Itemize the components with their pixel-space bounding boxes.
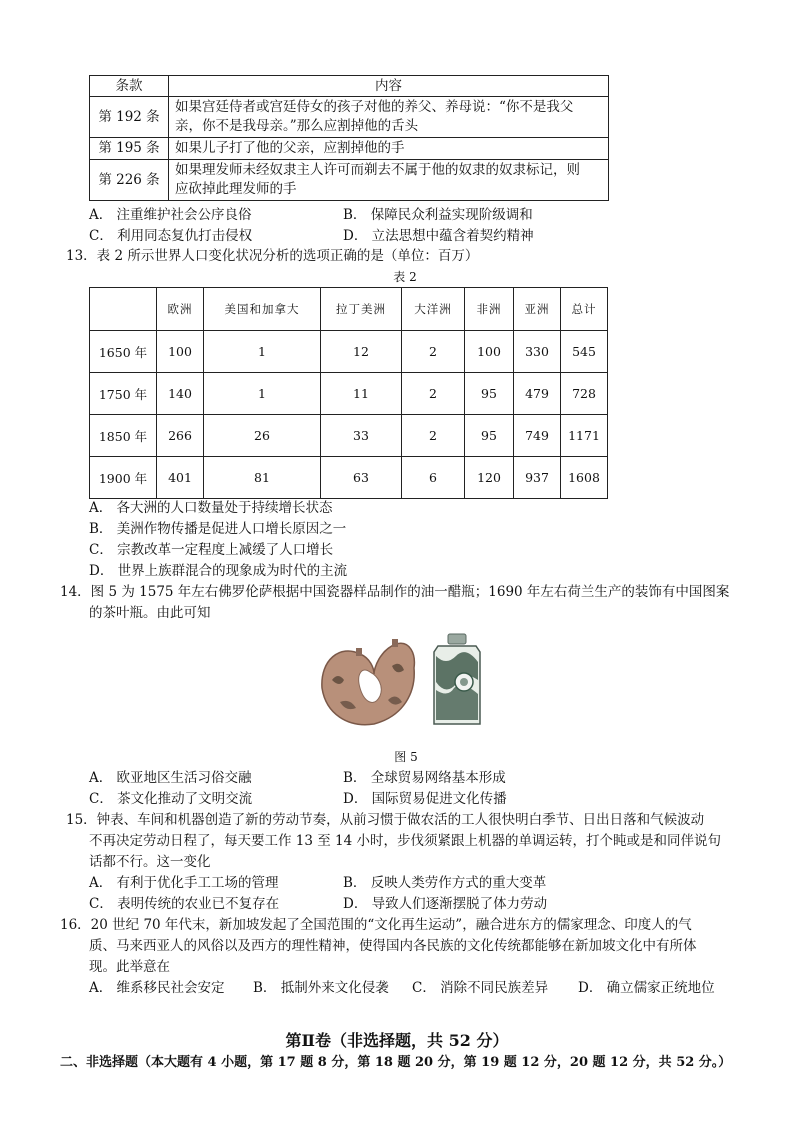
table-cell: 545 [561, 331, 608, 373]
q15-stem-line1: 15．钟表、车间和机器创造了新的劳动节奏，从前习惯于做农活的工人很快明白季节、日出日落和气候波动 [66, 812, 705, 828]
header-asia: 亚洲 [514, 288, 561, 331]
table-row [90, 160, 609, 201]
q15-option-a: A． 有利于优化手工工场的管理 [89, 875, 279, 891]
table-cell: 6 [402, 457, 465, 499]
header-content: 内容 [169, 76, 609, 97]
table-cell: 749 [514, 415, 561, 457]
table-cell: 11 [321, 373, 402, 415]
table-cell: 2 [402, 415, 465, 457]
header-oceania: 大洋洲 [402, 288, 465, 331]
table-caption: 表 2 [393, 270, 417, 284]
q14-option-d: D． 国际贸易促进文化传播 [343, 791, 507, 807]
q15-stem-line3: 话都不行。这一变化 [89, 854, 211, 870]
table-row [90, 373, 608, 415]
table-cell: 95 [465, 415, 514, 457]
q14-option-a: A． 欧亚地区生活习俗交融 [89, 770, 252, 786]
oil-vinegar-bottle-image [322, 639, 415, 725]
header-europe: 欧洲 [157, 288, 204, 331]
q16-stem-line2: 质、马来西亚人的风俗以及西方的理性精神，使得国内各民族的文化传统都能够在新加坡文化中有所体 [89, 938, 697, 954]
clause-cell: 第 195 条 [90, 138, 169, 160]
header-africa: 非洲 [465, 288, 514, 331]
table-cell: 63 [321, 457, 402, 499]
content-line: 亲，你不是我母亲。”那么应割掉他的舌头 [175, 118, 419, 134]
q13-option-c: C． 宗教改革一定程度上减缓了人口增长 [89, 542, 334, 558]
q12-option-a: A． 注重维护社会公序良俗 [89, 207, 252, 223]
header-clause: 条款 [90, 76, 169, 97]
q15-stem-line2: 不再决定劳动日程了，每天要工作 13 至 14 小时，步伐须紧跟上机器的单调运转，打个盹或是和同伴说句 [89, 833, 722, 849]
figure-5 [312, 630, 508, 730]
q16-stem-line1: 16．20 世纪 70 年代末，新加坡发起了全国范围的“文化再生运动”，融合进东方的儒家理念、印度人的气 [60, 917, 692, 933]
table-cell: 401 [157, 457, 204, 499]
table-header-row [90, 76, 609, 97]
table-cell: 728 [561, 373, 608, 415]
q15-option-c: C． 表明传统的农业已不复存在 [89, 896, 280, 912]
table-row [90, 415, 608, 457]
table-cell: 2 [402, 373, 465, 415]
table-row [90, 331, 608, 373]
table-row [90, 97, 609, 138]
q13-option-a: A． 各大洲的人口数量处于持续增长状态 [89, 500, 333, 516]
table-cell: 1608 [561, 457, 608, 499]
content-line: 如果儿子打了他的父亲，应割掉他的手 [175, 140, 405, 156]
clause-cell: 第 192 条 [90, 97, 169, 138]
header-latin-america: 拉丁美洲 [321, 288, 402, 331]
q16-option-d: D． 确立儒家正统地位 [578, 980, 715, 996]
year-cell: 1650 年 [90, 331, 157, 373]
table-header-row [90, 288, 608, 331]
table-cell: 330 [514, 331, 561, 373]
q12-option-c: C． 利用同态复仇打击侵权 [89, 228, 253, 244]
table-cell: 140 [157, 373, 204, 415]
header-us-canada: 美国和加拿大 [204, 288, 321, 331]
section-2-subtitle: 二、非选择题（本大题有 4 小题，第 17 题 8 分，第 18 题 20 分，第 19 题 12 分，20 题 12 分，共 52 分。） [60, 1055, 732, 1070]
table-row [90, 457, 608, 499]
q14-stem-line1: 14．图 5 为 1575 年左右佛罗伦萨根据中国瓷器样品制作的油一醋瓶；1690 年左右荷兰生产的装饰有中国图案 [60, 584, 730, 600]
table-cell: 95 [465, 373, 514, 415]
table-cell: 1 [204, 331, 321, 373]
year-cell: 1750 年 [90, 373, 157, 415]
table-cell: 26 [204, 415, 321, 457]
table-cell: 33 [321, 415, 402, 457]
table-cell: 266 [157, 415, 204, 457]
population-table [89, 287, 608, 499]
q14-stem-line2: 的茶叶瓶。由此可知 [89, 605, 211, 621]
q16-option-a: A． 维系移民社会安定 [89, 980, 225, 996]
table-cell: 12 [321, 331, 402, 373]
clause-cell: 第 226 条 [90, 160, 169, 201]
year-cell: 1850 年 [90, 415, 157, 457]
table-cell: 100 [465, 331, 514, 373]
table-cell: 937 [514, 457, 561, 499]
content-line: 如果理发师未经奴隶主人许可而剃去不属于他的奴隶的奴隶标记，则 [175, 162, 580, 178]
content-line: 如果宫廷侍者或宫廷侍女的孩子对他的养父、养母说：“你不是我父 [175, 99, 574, 115]
q13-option-d: D． 世界上族群混合的现象成为时代的主流 [89, 563, 348, 579]
table-cell: 1171 [561, 415, 608, 457]
table-cell: 479 [514, 373, 561, 415]
q16-stem-line3: 现。此举意在 [89, 959, 170, 975]
table-cell: 81 [204, 457, 321, 499]
table-cell: 1 [204, 373, 321, 415]
table-cell: 100 [157, 331, 204, 373]
law-clause-table [89, 75, 609, 201]
header-empty [90, 288, 157, 331]
table-cell: 2 [402, 331, 465, 373]
q13-option-b: B． 美洲作物传播是促进人口增长原因之一 [89, 521, 347, 537]
section-2-title: 第Ⅱ卷（非选择题，共 52 分） [285, 1031, 509, 1050]
header-total: 总计 [561, 288, 608, 331]
table-row [90, 138, 609, 160]
content-cell [169, 160, 609, 201]
q12-option-d: D． 立法思想中蕴含着契约精神 [343, 228, 534, 244]
q15-option-d: D． 导致人们逐渐摆脱了体力劳动 [343, 896, 548, 912]
q13-stem: 13．表 2 所示世界人口变化状况分析的选项正确的是（单位：百万） [66, 248, 479, 264]
q16-option-b: B． 抵制外来文化侵袭 [253, 980, 389, 996]
tea-caddy-image [434, 634, 480, 724]
q12-option-b: B． 保障民众利益实现阶级调和 [343, 207, 533, 223]
table-cell: 120 [465, 457, 514, 499]
q15-option-b: B． 反映人类劳作方式的重大变革 [343, 875, 547, 891]
figure-caption: 图 5 [394, 750, 418, 764]
content-cell [169, 97, 609, 138]
q14-option-c: C． 茶文化推动了文明交流 [89, 791, 253, 807]
content-cell [169, 138, 609, 160]
content-line: 应砍掉此理发师的手 [175, 181, 297, 197]
q16-option-c: C． 消除不同民族差异 [412, 980, 549, 996]
year-cell: 1900 年 [90, 457, 157, 499]
q14-option-b: B． 全球贸易网络基本形成 [343, 770, 506, 786]
